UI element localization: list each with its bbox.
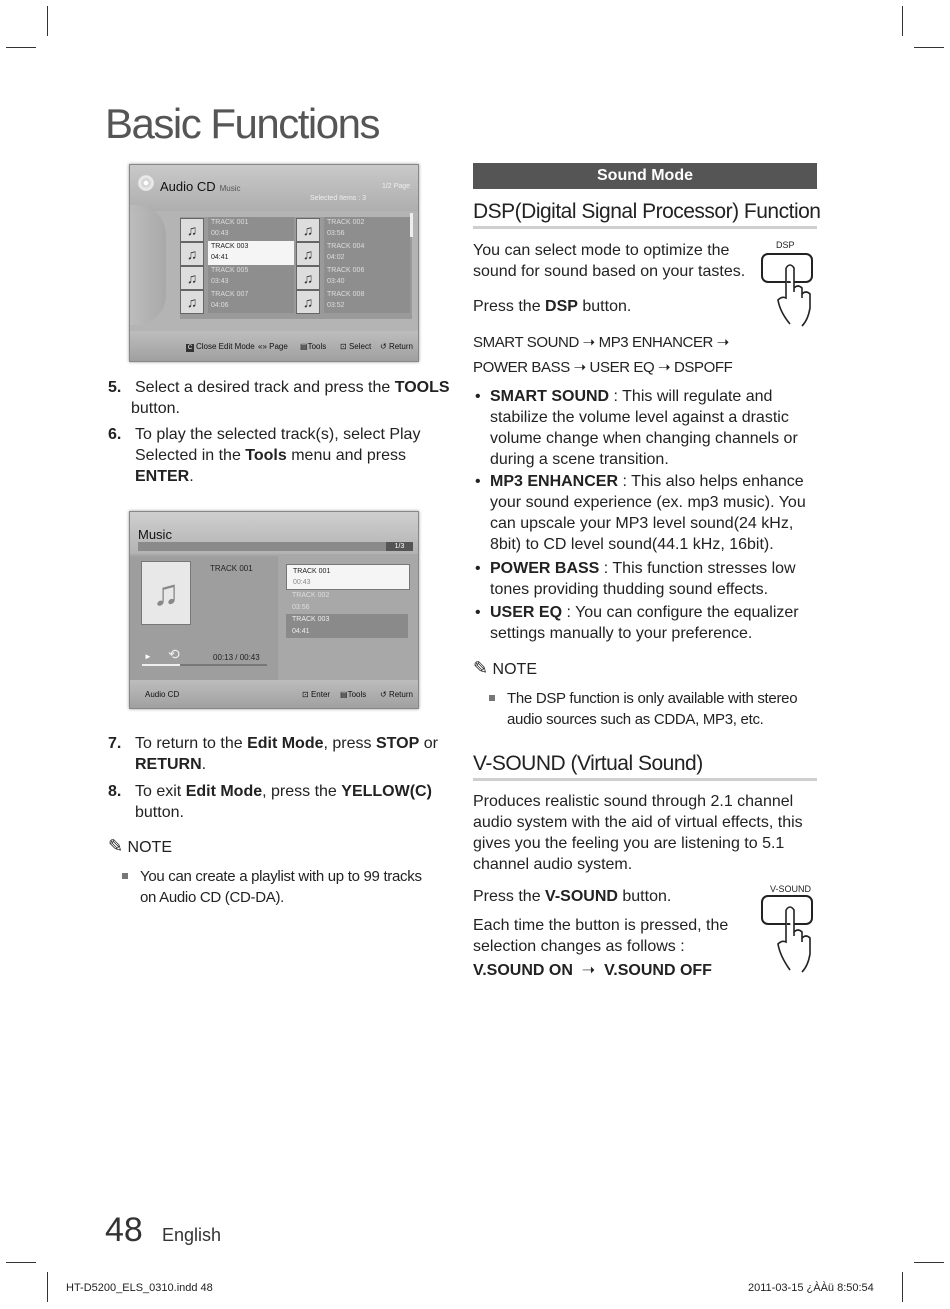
play-icon[interactable]: ►: [144, 652, 152, 661]
page-title: Basic Functions: [105, 100, 379, 147]
step-text-bold: YELLOW(C): [341, 783, 432, 800]
page-number: 48: [105, 1211, 143, 1249]
hand-pressing-button-icon: [760, 884, 820, 976]
c-key-icon: C: [187, 345, 193, 351]
dsp-remote-illustration: [760, 240, 818, 330]
para-line: gives you the feeling you are listening to 5.1: [473, 835, 785, 852]
enter-button[interactable]: [302, 690, 330, 699]
track-cell[interactable]: [296, 217, 410, 241]
music-note-icon: ♫: [296, 242, 320, 266]
track-time: 04:41: [292, 628, 310, 635]
bullet-dot: •: [475, 473, 481, 490]
track-time: 03:40: [327, 278, 345, 285]
page-indicator-bar: [138, 542, 413, 551]
bullet-text: : This also helps enhance: [618, 473, 804, 490]
vsound-section-title: V-SOUND (Virtual Sound): [473, 752, 703, 775]
track-cell[interactable]: [180, 217, 294, 241]
section-banner: Sound Mode: [473, 163, 817, 189]
screen-title: [160, 179, 241, 194]
para-text: Press the: [473, 298, 546, 315]
step-text-bold: TOOLS: [394, 379, 450, 396]
print-timestamp: 2011-03-15 ¿ÀÀü 8:50:54: [748, 1282, 874, 1294]
para-bold: V.SOUND ON: [473, 962, 573, 979]
tools-button[interactable]: [300, 342, 326, 351]
track-list-item[interactable]: [286, 590, 408, 614]
step-text-part: or: [419, 735, 438, 752]
square-bullet-icon: [489, 695, 495, 701]
track-cell[interactable]: [180, 265, 294, 289]
scrollbar[interactable]: [410, 213, 413, 237]
step-text-bold: ENTER: [135, 468, 190, 485]
section-rule: [473, 226, 817, 229]
close-edit-label: Close Edit Mode: [196, 342, 255, 351]
screen-title-text: Audio CD: [160, 179, 216, 194]
music-note-icon: ♫: [180, 290, 204, 314]
bullet-text: during a scene transition.: [490, 451, 669, 468]
track-time: 03:56: [292, 604, 310, 611]
step-text-part: menu and press: [286, 447, 406, 464]
page-arrows-icon: «»: [258, 342, 267, 351]
press-vsound: [473, 886, 671, 907]
square-bullet-icon: [122, 873, 128, 879]
crop-mark: [914, 47, 944, 48]
music-note-icon: ♫: [180, 218, 204, 242]
track-time: 04:02: [327, 254, 345, 261]
bullet-text: : This will regulate and: [609, 388, 773, 405]
note-label: NOTE: [127, 839, 172, 856]
dsp-button-label: DSP: [776, 240, 795, 250]
crop-mark: [47, 1272, 48, 1302]
bullet-text: settings manually to your preference.: [490, 625, 753, 642]
para-line: selection changes as follows :: [473, 938, 685, 955]
track-name: TRACK 007: [211, 291, 249, 298]
screen-title: Music: [138, 527, 172, 542]
bullet-dot: •: [475, 388, 481, 405]
page-indicator: 1/3: [386, 542, 413, 551]
para-line: You can select mode to optimize the: [473, 242, 730, 259]
return-icon: ↺: [380, 690, 387, 699]
dsp-mode-sequence-2: POWER BASS ➝ USER EQ ➝ DSPOFF: [473, 359, 733, 376]
note-item-right: [507, 688, 817, 730]
bullet-smart-sound: [475, 386, 810, 470]
track-name: TRACK 002: [292, 592, 330, 599]
page-label: Page: [269, 342, 288, 351]
music-note-icon: ♫: [180, 266, 204, 290]
now-playing-track: TRACK 001: [210, 564, 253, 573]
screen-subtitle: Music: [219, 184, 241, 193]
track-time: 03:43: [211, 278, 229, 285]
dsp-mode-sequence-1: SMART SOUND ➝ MP3 ENHANCER ➝: [473, 334, 729, 351]
enter-icon: ⊡: [340, 342, 347, 351]
vsound-each-press: [473, 915, 763, 957]
crop-mark: [902, 1272, 903, 1302]
arrow-right-icon: ➝: [581, 962, 596, 979]
playback-time: 00:13 / 00:43: [213, 653, 260, 662]
step-text-part: To exit: [135, 783, 186, 800]
music-note-icon: ♫: [296, 266, 320, 290]
note-heading-right: [473, 658, 537, 679]
bullet-power-bass: [475, 558, 810, 600]
track-name: TRACK 008: [327, 291, 365, 298]
track-time: 00:43: [293, 579, 311, 586]
vsound-sequence: [473, 960, 712, 981]
audio-cd-screen: [129, 164, 419, 362]
track-cell[interactable]: [296, 289, 410, 313]
vsound-remote-illustration: [760, 884, 820, 976]
track-cell[interactable]: [296, 241, 410, 265]
dsp-section-title: DSP(Digital Signal Processor) Function: [473, 200, 821, 223]
return-label: Return: [388, 342, 413, 351]
track-name: TRACK 005: [211, 267, 249, 274]
press-dsp: [473, 296, 631, 317]
bullet-bold: MP3 ENHANCER: [490, 473, 619, 490]
step-text-part: To return to the: [135, 735, 248, 752]
step-text-part: Selected in the: [135, 447, 246, 464]
bullet-dot: •: [475, 560, 481, 577]
bullet-text: can upscale your MP3 level sound(24 kHz,: [490, 515, 794, 532]
track-cell[interactable]: [180, 289, 294, 313]
step-text-bold: RETURN: [135, 756, 202, 773]
para-line: audio system with the aid of virtual effects, this: [473, 814, 803, 831]
step-text-part: .: [189, 468, 194, 485]
track-name: TRACK 001: [211, 219, 249, 226]
track-name: TRACK 001: [293, 568, 331, 575]
step-text-part: , press: [323, 735, 376, 752]
bullet-text: : You can configure the equalizer: [562, 604, 799, 621]
screen-footer: [130, 331, 418, 361]
disc-icon: [138, 175, 154, 191]
enter-label: Enter: [310, 690, 331, 699]
step-text: [135, 781, 455, 823]
page-language: English: [162, 1225, 222, 1245]
bullet-text: tones providing thudding sound effects.: [490, 581, 769, 598]
album-art: ♫: [141, 561, 191, 625]
step-text-part: button.: [131, 400, 180, 417]
step-number: 6.: [108, 426, 122, 443]
step-8: [108, 781, 453, 823]
bullet-bold: SMART SOUND: [490, 388, 610, 405]
step-text: [131, 377, 455, 419]
track-cell-selected[interactable]: [180, 241, 294, 265]
tools-icon: ▤: [340, 690, 348, 699]
note-text: The DSP function is only available with stereo: [507, 690, 798, 707]
step-text-part: To play the selected track(s), select Play: [135, 426, 421, 443]
step-text: [135, 424, 455, 487]
step-7: [108, 733, 453, 775]
music-note-icon: ♫: [296, 218, 320, 242]
crop-mark: [6, 1262, 36, 1263]
progress-track[interactable]: [142, 664, 267, 666]
disc-art: [129, 205, 166, 325]
step-text-bold: Edit Mode: [185, 783, 263, 800]
track-name: TRACK 002: [327, 219, 365, 226]
note-heading-left: [108, 836, 172, 857]
print-file-name: HT-D5200_ELS_0310.indd 48: [66, 1282, 213, 1294]
select-label: Select: [348, 342, 372, 351]
bullet-text: stabilize the volume level against a drastic: [490, 409, 789, 426]
bullet-text: : This function stresses low: [599, 560, 796, 577]
step-number: 8.: [108, 783, 122, 800]
pencil-icon: ✎: [108, 836, 124, 856]
para-bold: DSP: [545, 298, 578, 315]
music-note-icon: ♫: [180, 242, 204, 266]
bullet-text: your sound experience (ex. mp3 music). You: [490, 494, 806, 511]
tools-label: Tools: [307, 342, 327, 351]
pencil-icon: ✎: [473, 658, 489, 678]
bullet-bold: USER EQ: [490, 604, 563, 621]
track-name: TRACK 004: [327, 243, 365, 250]
note-text: on Audio CD (CD-DA).: [140, 889, 285, 906]
selected-count: Selected Items : 3: [309, 195, 366, 202]
hand-pressing-button-icon: [760, 240, 818, 330]
track-time: 03:52: [327, 302, 345, 309]
track-time: 00:43: [211, 230, 229, 237]
step-text-part: , press the: [262, 783, 342, 800]
progress-fill: [142, 664, 180, 666]
repeat-icon[interactable]: ⟲: [168, 646, 180, 662]
select-button[interactable]: [340, 342, 371, 351]
vsound-button-label: V-SOUND: [770, 884, 812, 894]
step-text-part: Select a desired track and press the: [135, 379, 395, 396]
return-label: Return: [388, 690, 413, 699]
track-cell[interactable]: [296, 265, 410, 289]
step-text: [135, 733, 455, 775]
bullet-text: volume change when changing channels or: [490, 430, 798, 447]
crop-mark: [47, 6, 48, 36]
track-time: 04:06: [211, 302, 229, 309]
bullet-text: 8bit) to CD level sound(44.1 kHz, 16bit).: [490, 536, 774, 553]
track-time: 04:41: [211, 254, 229, 261]
step-text-part: .: [201, 756, 207, 773]
para-bold: V.SOUND OFF: [604, 962, 712, 979]
track-time: 03:56: [327, 230, 345, 237]
para-text: Press the: [473, 888, 546, 905]
para-line: Each time the button is pressed, the: [473, 917, 729, 934]
return-button[interactable]: [380, 690, 413, 699]
bullet-bold: POWER BASS: [490, 560, 600, 577]
para-bold: V-SOUND: [545, 888, 618, 905]
crop-mark: [914, 1262, 944, 1263]
track-list-item-selected[interactable]: [286, 564, 410, 590]
crop-mark: [6, 47, 36, 48]
note-text: You can create a playlist with up to 99 tracks: [140, 868, 422, 885]
page-button[interactable]: [258, 342, 288, 351]
step-6: [108, 424, 453, 488]
music-playback-screen: [129, 511, 419, 709]
note-text: audio sources such as CDDA, MP3, etc.: [507, 711, 764, 728]
para-line: sound for sound based on your tastes.: [473, 263, 746, 280]
para-text: button.: [577, 298, 632, 315]
step-number: 5.: [108, 379, 122, 396]
screen-footer: [130, 680, 418, 708]
dsp-intro: [473, 240, 763, 282]
source-label: Audio CD: [145, 690, 180, 699]
bullet-user-eq: [475, 602, 810, 644]
enter-icon: ⊡: [302, 690, 309, 699]
note-item-left: [140, 866, 450, 908]
close-edit-mode-button[interactable]: [186, 342, 255, 352]
bullet-mp3-enhancer: [475, 471, 810, 555]
bullet-dot: •: [475, 604, 481, 621]
para-line: Produces realistic sound through 2.1 channel: [473, 793, 794, 810]
tools-label: Tools: [347, 690, 367, 699]
tools-button[interactable]: [340, 690, 366, 699]
track-name: TRACK 003: [211, 243, 249, 250]
step-5: [108, 377, 453, 419]
step-number: 7.: [108, 735, 122, 752]
track-name: TRACK 003: [292, 616, 330, 623]
step-text-bold: Edit Mode: [247, 735, 324, 752]
step-text-bold: Tools: [245, 447, 287, 464]
para-line: channel audio system.: [473, 856, 633, 873]
tools-icon: ▤: [300, 342, 308, 351]
note-label: NOTE: [492, 661, 537, 678]
music-note-icon: ♫: [296, 290, 320, 314]
para-text: button.: [617, 888, 672, 905]
return-button[interactable]: [380, 342, 413, 351]
step-text-bold: STOP: [375, 735, 420, 752]
step-text-part: button.: [135, 804, 184, 821]
track-name: TRACK 006: [327, 267, 365, 274]
page-indicator: 1/2 Page: [381, 183, 410, 190]
crop-mark: [902, 6, 903, 36]
return-icon: ↺: [380, 342, 387, 351]
section-rule: [473, 778, 817, 781]
vsound-description: [473, 791, 818, 875]
track-list-item[interactable]: [286, 614, 408, 638]
